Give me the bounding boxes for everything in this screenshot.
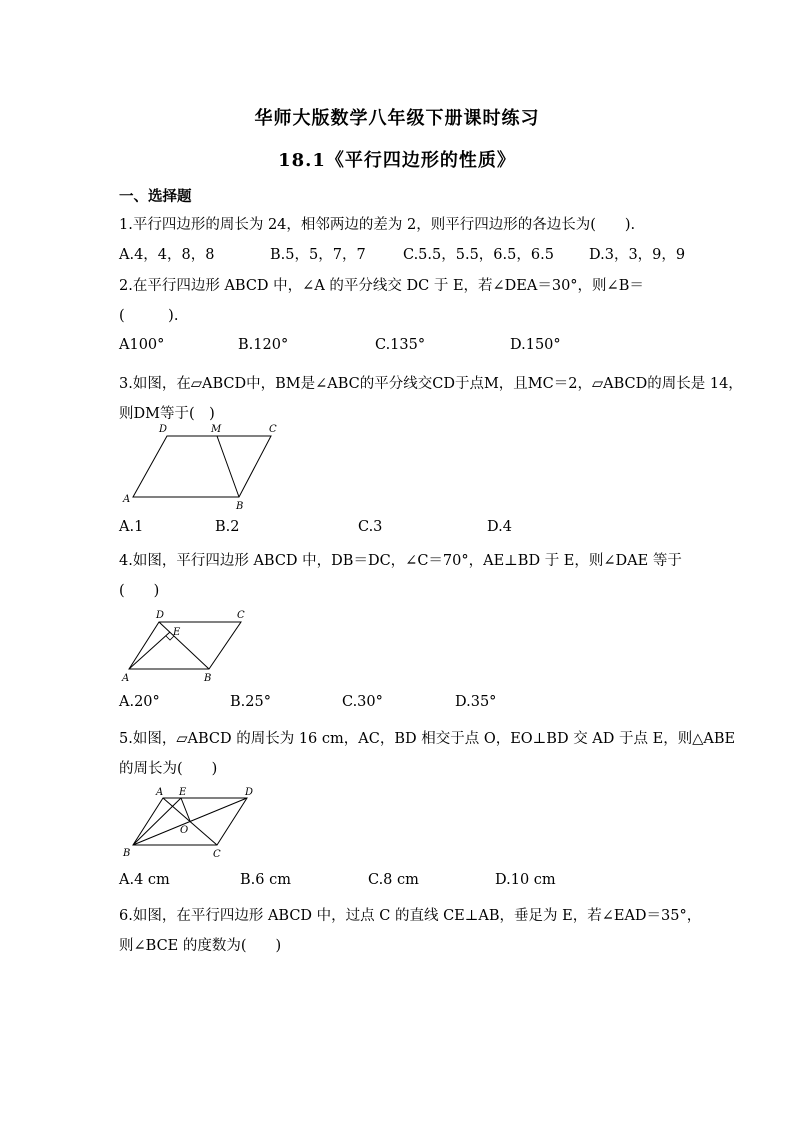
label-e: E	[179, 787, 187, 798]
page-title: 华师大版数学八年级下册课时练习	[254, 108, 540, 129]
question-2-text: 2.在平行四边形 ABCD 中，∠A 的平分线交 DC 于 E，若∠DEA＝30°，则∠B＝	[119, 278, 644, 294]
question-4-option-d: D.35°	[455, 694, 497, 710]
diagonal-bd	[133, 798, 247, 845]
label-d: D	[159, 424, 168, 435]
question-5-option-b: B.6 cm	[240, 872, 291, 888]
question-4-option-b: B.25°	[230, 694, 271, 710]
label-c: C	[269, 424, 277, 435]
page-subtitle: 18.1《平行四边形的性质》	[278, 150, 516, 171]
question-5-text-cont: 的周长为( )	[119, 761, 218, 777]
label-a: A	[122, 673, 130, 684]
label-e: E	[173, 627, 181, 638]
question-1-option-d: D.3，3，9，9	[589, 247, 686, 263]
segment-bm	[217, 436, 239, 497]
question-3-option-d: D.4	[487, 519, 512, 535]
label-o: O	[180, 825, 189, 836]
question-4-option-a: A.20°	[119, 694, 160, 710]
question-5-option-a: A.4 cm	[119, 872, 170, 888]
question-5-text: 5.如图，▱ABCD 的周长为 16 cm，AC，BD 相交于点 O，EO⊥BD 交 AD 于点 E，则△ABE	[119, 731, 736, 747]
question-5-option-d: D.10 cm	[495, 872, 556, 888]
question-3-text-cont: 则DM等于( )	[119, 406, 215, 422]
question-3-option-a: A.1	[119, 519, 144, 535]
label-d: D	[245, 787, 254, 798]
question-1-option-c: C.5.5，5.5，6.5，6.5	[403, 247, 554, 263]
question-3-option-c: C.3	[358, 519, 383, 535]
question-2-option-a: A100°	[119, 337, 165, 353]
question-2-option-b: B.120°	[238, 337, 289, 353]
question-2-option-c: C.135°	[375, 337, 426, 353]
question-3-figure	[119, 422, 319, 514]
section-heading: 一、选择题	[119, 188, 192, 205]
label-b: B	[236, 501, 244, 512]
question-4-option-c: C.30°	[342, 694, 383, 710]
question-2-option-d: D.150°	[510, 337, 561, 353]
question-6-text: 6.如图，在平行四边形 ABCD 中，过点 C 的直线 CE⊥AB，垂足为 E，若∠EAD＝35°，	[119, 908, 702, 924]
label-c: C	[237, 610, 245, 621]
question-5-figure	[119, 785, 269, 865]
question-3-option-b: B.2	[215, 519, 240, 535]
label-a: A	[156, 787, 164, 798]
label-b: B	[204, 673, 212, 684]
question-2-text-cont: ( ).	[119, 308, 179, 324]
parallelogram-abcd	[133, 436, 271, 497]
label-b: B	[123, 848, 131, 859]
question-1-option-a: A.4，4，8，8	[119, 247, 215, 263]
label-d: D	[156, 610, 165, 621]
label-m: M	[211, 424, 222, 435]
question-1-option-b: B.5，5，7，7	[270, 247, 366, 263]
question-1-text: 1.平行四边形的周长为 24，相邻两边的差为 2，则平行四边形的各边长为( ).	[119, 217, 636, 233]
question-4-text-cont: ( )	[119, 583, 160, 599]
label-a: A	[123, 494, 131, 505]
question-4-figure	[119, 605, 259, 687]
parallelogram-abcd	[129, 622, 241, 669]
segment-be	[133, 798, 181, 845]
diagonal-db	[159, 622, 209, 669]
label-c: C	[213, 849, 221, 860]
question-4-text: 4.如图，平行四边形 ABCD 中，DB＝DC，∠C＝70°，AE⊥BD 于 E，则∠DAE 等于	[119, 553, 682, 569]
question-6-text-cont: 则∠BCE 的度数为( )	[119, 938, 282, 954]
question-3-text: 3.如图，在▱ABCD中，BM是∠ABC的平分线交CD于点M，且MC＝2，▱ABCD的周长是 14，	[119, 376, 743, 392]
question-5-option-c: C.8 cm	[368, 872, 419, 888]
